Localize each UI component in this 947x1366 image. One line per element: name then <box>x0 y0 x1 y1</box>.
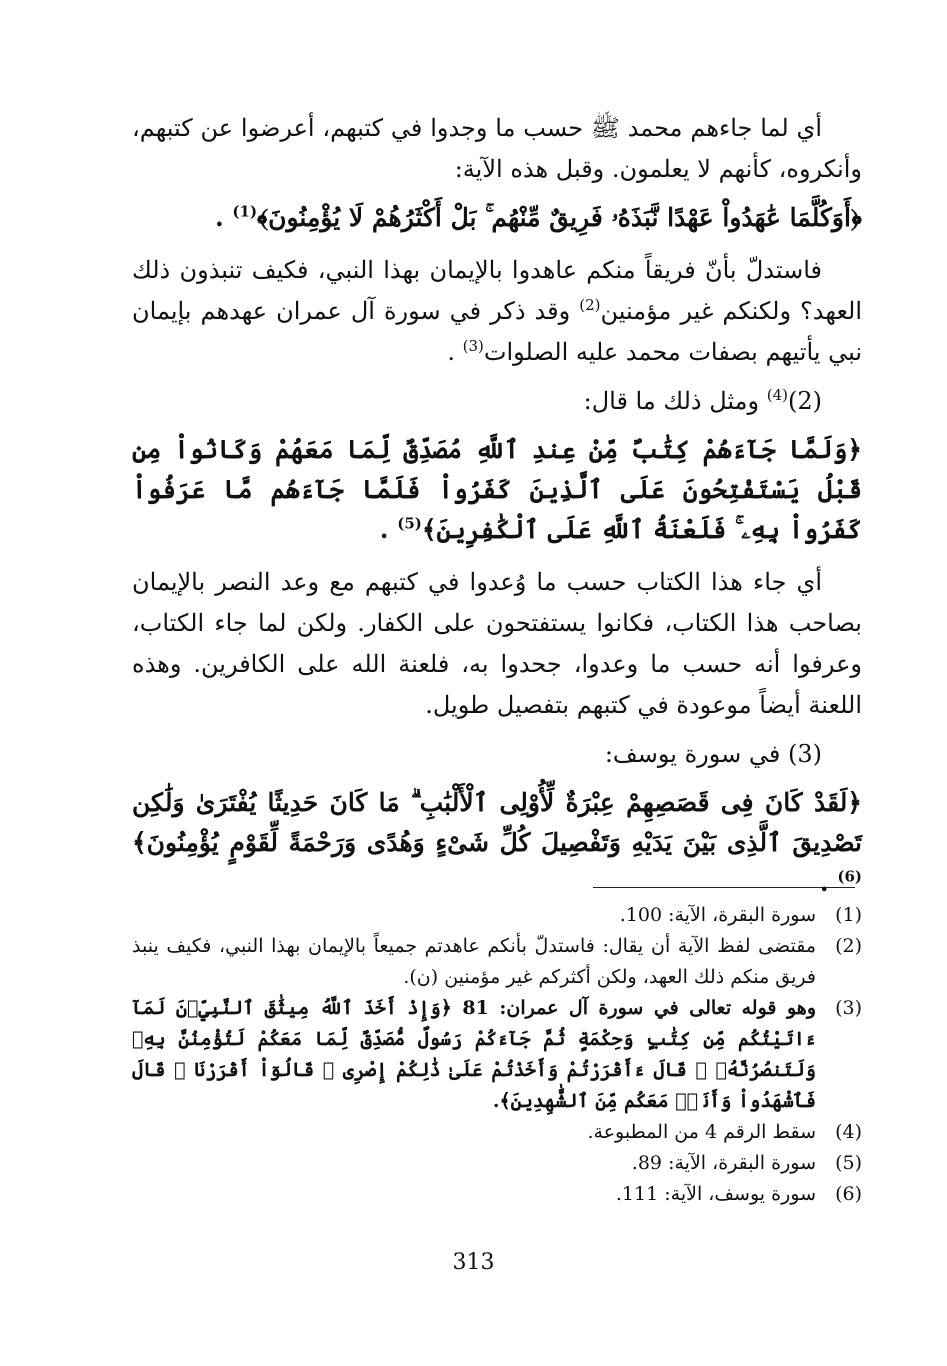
paragraph-2-text-b: وقد ذكر في سورة آل عمران عهدهم بإيمان نبي يأتيهم بصفات محمد عليه الصلوات <box>132 297 862 366</box>
section-heading-2 <box>132 381 862 422</box>
footnote-number: (4) <box>835 1121 862 1143</box>
footnote-2 <box>132 931 862 993</box>
paragraph-2-text-a: فاستدلّ بأنّ فريقاً منكم عاهدوا بالإيمان بهذا النبي، فكيف تنبذون ذلك العهد؟ ولكنكم غير مؤمنين <box>132 256 863 325</box>
quran-verse-2: ﴿وَلَمَّا جَآءَهُمْ كِتَٰبٌ مِّنْ عِندِ ٱللَّهِ مُصَدِّقٌ لِّمَا مَعَهُمْ وَكَانُواْ مِن قَبْلُ يَسْتَفْتِحُونَ عَلَى ٱلَّذِينَ كَفَرُواْ فَلَمَّا جَآءَهُم مَّا عَرَفُواْ كَفَرُواْ بِهِۦ ۚ فَلَعْنَةُ ٱللَّهِ عَلَى ٱلْكَٰفِرِينَ﴾$^{(5)}$ . <box>132 435 862 544</box>
footnote-number: (2) <box>835 935 862 957</box>
footnote-4 <box>132 1117 862 1148</box>
quran-verse-1-text: ﴿أَوَكُلَّمَا عَٰهَدُواْ عَهْدًا نَّبَذَهُۥ فَرِيقٌ مِّنْهُم ۚ بَلْ أَكْثَرُهُمْ لَا يُؤْمِنُونَ﴾ <box>257 203 862 232</box>
footnote-ref-1[interactable]: (1) <box>232 202 258 221</box>
quran-verse-3: ﴿لَقَدْ كَانَ فِى قَصَصِهِمْ عِبْرَةٌ لِّأُوْلِى ٱلْأَلْبَٰبِ ۗ مَا كَانَ حَدِيثًا يُفْتَرَىٰ وَلَٰكِن تَصْدِيقَ ٱلَّذِى بَيْنَ يَدَيْهِ وَتَفْصِيلَ كُلِّ شَىْءٍ وَهُدًى وَرَحْمَةً لِّقَوْمٍ يُؤْمِنُونَ﴾$^{(6)}$ . <box>132 788 862 897</box>
footnote-text: وهو قوله تعالى في سورة آل عمران: 81 ﴿وَإِذْ أَخَذَ ٱللَّهُ مِيثَٰقَ ٱلنَّبِيِّۦنَ لَمَآ ءَاتَيْتُكُم مِّن كِتَٰبٍ وَحِكْمَةٍ ثُمَّ جَآءَكُمْ رَسُولٌ مُّصَدِّقٌ لِّمَا مَعَكُمْ لَتُؤْمِنُنَّ بِهِۦ وَلَتَنصُرُنَّهُۥ ۚ قَالَ ءَأَقْرَرْتُمْ وَأَخَذْتُمْ عَلَىٰ ذَٰلِكُمْ إِصْرِى ۖ قَالُوٓاْ أَقْرَرْنَا ۚ قَالَ فَٱشْهَدُواْ وَأَنَا۠ مَعَكُم مِّنَ ٱلشَّٰهِدِينَ﴾. <box>132 997 816 1112</box>
footnote-5 <box>132 1148 862 1179</box>
paragraph-3-text: أي جاء هذا الكتاب حسب ما وُعدوا في كتبهم مع وعد النصر بالإيمان بصاحب هذا الكتاب، فكانوا يستفتحون على الكفار. ولكن لما جاء الكتاب، وعرفوا أنه حسب ما وعدوا، جحدوا به، فلعنة الله على الكافرين. وهذه اللعنة أيضاً موعودة في كتبهم بتفصيل طويل. <box>132 568 862 719</box>
footnote-text: سورة يوسف، الآية: 111. <box>615 1183 816 1205</box>
footnote-number: (3) <box>835 997 862 1019</box>
footnote-6 <box>132 1179 862 1210</box>
section-heading-2-text: ومثل ذلك ما قال: <box>583 387 767 415</box>
quran-verse-1: ﴿أَوَكُلَّمَا عَٰهَدُواْ عَهْدًا نَّبَذَهُۥ فَرِيقٌ مِّنْهُم ۚ بَلْ أَكْثَرُهُمْ لَا يُؤْمِنُونَ﴾$^{(1)}$ . <box>214 202 862 232</box>
footnote-divider <box>593 887 855 888</box>
footnote-1 <box>132 900 862 931</box>
footnote-number: (1) <box>835 904 862 926</box>
quran-verse-2-text: ﴿وَلَمَّا جَآءَهُمْ كِتَٰبٌ مِّنْ عِندِ ٱللَّهِ مُصَدِّقٌ لِّمَا مَعَهُمْ وَكَانُواْ مِن قَبْلُ يَسْتَفْتِحُونَ عَلَى ٱلَّذِينَ كَفَرُواْ فَلَمَّا جَآءَهُم مَّا عَرَفُواْ كَفَرُواْ بِهِۦ ۚ فَلَعْنَةُ ٱللَّهِ عَلَى ٱلْكَٰفِرِينَ﴾ <box>132 435 862 544</box>
quran-verse-3-text: ﴿لَقَدْ كَانَ فِى قَصَصِهِمْ عِبْرَةٌ لِّأُوْلِى ٱلْأَلْبَٰبِ ۗ مَا كَانَ حَدِيثًا يُفْتَرَىٰ وَلَٰكِن تَصْدِيقَ ٱلَّذِى بَيْنَ يَدَيْهِ وَتَفْصِيلَ كُلِّ شَىْءٍ وَهُدًى وَرَحْمَةً لِّقَوْمٍ يُؤْمِنُونَ﴾ <box>132 788 862 857</box>
footnote-ref-6[interactable]: (6) <box>837 867 862 886</box>
footnote-text: سورة البقرة، الآية: 100. <box>619 904 816 926</box>
section-heading-2-number: (2) <box>787 387 822 415</box>
footnote-text: مقتضى لفظ الآية أن يقال: فاستدلّ بأنكم عاهدتم جميعاً بالإيمان بهذا النبي، فكيف ينبذ فريق منكم ذلك العهد، ولكن أكثركم غير مؤمنين (ن). <box>132 935 816 988</box>
main-text <box>132 108 862 915</box>
paragraph-3 <box>132 562 862 726</box>
footnote-number: (5) <box>835 1152 862 1174</box>
paragraph-2: فاستدلّ بأنّ فريقاً منكم عاهدوا بالإيمان بهذا النبي، فكيف تنبذون ذلك العهد؟ ولكنكم غير مؤمنين$^{(2)}$ وقد ذكر في سورة آل عمران عهدهم بإيمان نبي يأتيهم بصفات محمد عليه الصلوات$^{(3)}$ . <box>132 256 863 366</box>
footnote-ref-3[interactable]: (3) <box>462 337 484 355</box>
footnote-number: (6) <box>835 1183 862 1205</box>
footnote-ref-5[interactable]: (5) <box>397 514 422 533</box>
paragraph-1-text: أي لما جاءهم محمد ﷺ حسب ما وجدوا في كتبهم، أعرضوا عن كتبهم، وأنكروه، كأنهم لا يعلمون. وقبل هذه الآية: <box>132 114 862 183</box>
footnote-text: سقط الرقم 4 من المطبوعة. <box>587 1121 816 1143</box>
footnote-text: سورة البقرة، الآية: 89. <box>631 1152 816 1174</box>
page-number: 313 <box>452 1250 495 1275</box>
footnotes <box>132 900 862 1210</box>
footnote-3 <box>132 993 862 1117</box>
footnote-ref-2[interactable]: (2) <box>579 296 601 314</box>
paragraph-1 <box>132 108 862 190</box>
section-heading-3 <box>132 734 862 775</box>
footnote-ref-4[interactable]: (4) <box>766 386 788 404</box>
section-heading-3-text: (3) في سورة يوسف: <box>604 740 822 768</box>
